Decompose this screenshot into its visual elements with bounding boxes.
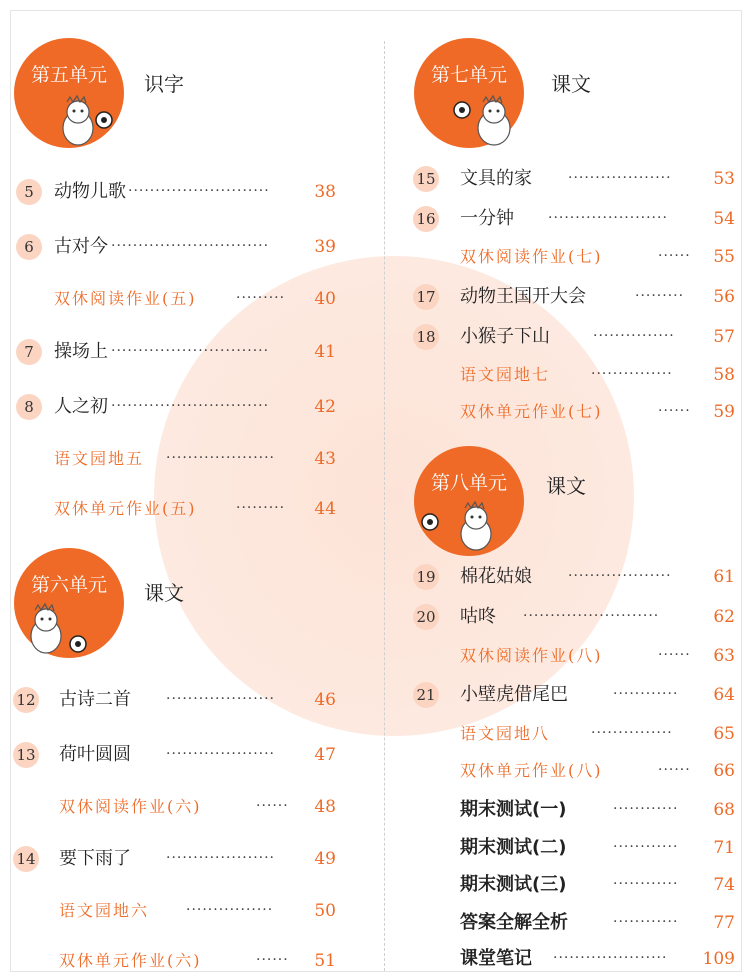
toc-entry[interactable]	[413, 322, 735, 352]
page-number: 77	[713, 913, 735, 933]
leader-dots: ·····························	[111, 343, 270, 359]
leader-dots: ······	[658, 647, 691, 663]
leader-dots: ······	[658, 403, 691, 419]
lesson-title: 古对今	[54, 236, 108, 257]
toc-entry[interactable]	[16, 896, 336, 926]
page-number: 55	[713, 247, 735, 267]
leader-dots: ···················	[568, 568, 672, 584]
leader-dots: ············	[613, 914, 679, 930]
lesson-title: 双休单元作业(六)	[59, 951, 202, 970]
lesson-title: 双休单元作业(五)	[54, 499, 197, 518]
lesson-title: 动物王国开大会	[460, 286, 586, 307]
unit-title-6: 第六单元	[30, 574, 107, 596]
leader-dots: ····················	[166, 746, 276, 762]
toc-entry[interactable]	[413, 870, 735, 900]
toc-entry[interactable]	[16, 685, 336, 715]
page-number: 48	[314, 797, 336, 817]
toc-entry[interactable]	[413, 360, 735, 390]
leader-dots: ······	[256, 798, 289, 814]
page-number: 44	[314, 499, 336, 519]
unit-badge-6	[14, 548, 124, 658]
toc-entry[interactable]	[16, 946, 336, 972]
lesson-number: 8	[16, 394, 42, 420]
toc-entry[interactable]	[413, 833, 735, 863]
toc-entry[interactable]	[413, 908, 735, 938]
leader-dots: ·····························	[111, 238, 270, 254]
lesson-title: 双休阅读作业(八)	[460, 646, 603, 665]
toc-entry[interactable]	[413, 602, 735, 632]
toc-entry[interactable]	[16, 177, 336, 207]
lesson-title: 课堂笔记	[460, 948, 532, 969]
lesson-number: 12	[13, 687, 39, 713]
lesson-title: 一分钟	[460, 208, 514, 229]
unit-subtitle-8: 课文	[546, 474, 586, 498]
leader-dots: ·········	[635, 288, 685, 304]
lesson-number: 5	[16, 179, 42, 205]
leader-dots: ···············	[591, 366, 673, 382]
leader-dots: ·········	[236, 290, 286, 306]
toc-entry[interactable]	[413, 680, 735, 710]
lesson-title: 动物儿歌	[54, 181, 126, 202]
lesson-title: 期末测试(二)	[460, 837, 567, 858]
unit-title-8: 第八单元	[430, 472, 507, 494]
page-number: 68	[713, 800, 735, 820]
page-number: 43	[314, 449, 336, 469]
toc-entry[interactable]	[413, 164, 735, 194]
page-number: 42	[314, 397, 336, 417]
page-number: 38	[314, 182, 336, 202]
unit-title-5: 第五单元	[30, 64, 107, 86]
lesson-number: 13	[13, 742, 39, 768]
page-number: 40	[314, 289, 336, 309]
lesson-title: 语文园地八	[460, 724, 551, 743]
lesson-title: 答案全解全析	[460, 912, 568, 933]
toc-entry[interactable]	[16, 494, 336, 524]
page-number: 56	[713, 287, 735, 307]
lesson-title: 期末测试(一)	[460, 799, 567, 820]
lesson-number: 21	[413, 682, 439, 708]
lesson-title: 双休阅读作业(六)	[59, 797, 202, 816]
lesson-number: 14	[13, 846, 39, 872]
unit-title-7: 第七单元	[430, 64, 507, 86]
mascot-icon	[52, 94, 122, 150]
unit-subtitle-5: 识字	[144, 72, 184, 96]
leader-dots: ············	[613, 876, 679, 892]
page-number: 71	[713, 838, 735, 858]
lesson-number: 20	[413, 604, 439, 630]
toc-entry[interactable]	[16, 792, 336, 822]
leader-dots: ······················	[548, 210, 668, 226]
unit-subtitle-7: 课文	[551, 72, 591, 96]
unit-badge-8	[414, 446, 524, 556]
page-number: 46	[314, 690, 336, 710]
toc-entry[interactable]	[16, 844, 336, 874]
page-number: 63	[713, 646, 735, 666]
leader-dots: ·····························	[111, 398, 270, 414]
lesson-number: 7	[16, 339, 42, 365]
lesson-title: 小猴子下山	[460, 326, 550, 347]
page-number: 50	[314, 901, 336, 921]
mascot-icon	[450, 92, 530, 152]
page-number: 65	[713, 724, 735, 744]
lesson-title: 双休阅读作业(七)	[460, 247, 603, 266]
page-number: 62	[713, 607, 735, 627]
page-number: 74	[713, 875, 735, 895]
lesson-title: 双休阅读作业(五)	[54, 289, 197, 308]
toc-entry[interactable]	[413, 562, 735, 592]
toc-entry[interactable]	[413, 719, 735, 749]
page-number: 53	[713, 169, 735, 189]
lesson-title: 语文园地六	[59, 901, 150, 920]
lesson-title: 人之初	[54, 396, 108, 417]
page-number: 54	[713, 209, 735, 229]
leader-dots: ····················	[166, 850, 276, 866]
lesson-title: 期末测试(三)	[460, 874, 567, 895]
page-number: 64	[713, 685, 735, 705]
column-divider	[384, 41, 385, 971]
leader-dots: ······	[256, 952, 289, 968]
lesson-number: 16	[413, 206, 439, 232]
lesson-title: 操场上	[54, 341, 108, 362]
toc-entry[interactable]	[413, 282, 735, 312]
leader-dots: ·········	[236, 500, 286, 516]
leader-dots: ······	[658, 762, 691, 778]
page-number: 39	[314, 237, 336, 257]
lesson-title: 荷叶圆圆	[59, 744, 131, 765]
toc-entry[interactable]	[16, 337, 336, 367]
lesson-title: 语文园地五	[54, 449, 145, 468]
toc-entry[interactable]	[16, 740, 336, 770]
lesson-title: 语文园地七	[460, 365, 551, 384]
toc-entry[interactable]	[413, 641, 735, 671]
page-number: 59	[713, 402, 735, 422]
toc-entry[interactable]	[16, 392, 336, 422]
leader-dots: ······	[658, 248, 691, 264]
unit-subtitle-6: 课文	[144, 581, 184, 605]
leader-dots: ···············	[591, 725, 673, 741]
toc-entry[interactable]	[413, 397, 735, 427]
lesson-title: 棉花姑娘	[460, 566, 532, 587]
leader-dots: ···················	[568, 170, 672, 186]
lesson-number: 17	[413, 284, 439, 310]
lesson-number: 19	[413, 564, 439, 590]
page-number: 66	[713, 761, 735, 781]
page-number: 58	[713, 365, 735, 385]
lesson-title: 双休单元作业(八)	[460, 761, 603, 780]
page-number: 61	[713, 567, 735, 587]
page-number: 109	[702, 949, 735, 969]
lesson-number: 6	[16, 234, 42, 260]
page-number: 47	[314, 745, 336, 765]
leader-dots: ············	[613, 801, 679, 817]
lesson-title: 咕咚	[460, 606, 496, 627]
leader-dots: ····················	[166, 691, 276, 707]
toc-entry[interactable]	[413, 242, 735, 272]
leader-dots: ·····················	[553, 950, 668, 966]
toc-entry[interactable]	[413, 795, 735, 825]
leader-dots: ···············	[593, 328, 675, 344]
leader-dots: ············	[613, 839, 679, 855]
toc-entry[interactable]	[16, 284, 336, 314]
page-number: 57	[713, 327, 735, 347]
leader-dots: ·························	[523, 608, 660, 624]
lesson-title: 小壁虎借尾巴	[460, 684, 568, 705]
lesson-title: 要下雨了	[59, 848, 131, 869]
page-number: 51	[314, 951, 336, 971]
toc-entry[interactable]	[413, 944, 735, 972]
unit-badge-5	[14, 38, 124, 148]
page-number: 49	[314, 849, 336, 869]
lesson-number: 15	[413, 166, 439, 192]
toc-entry[interactable]	[413, 204, 735, 234]
mascot-icon	[22, 602, 92, 658]
lesson-title: 文具的家	[460, 168, 532, 189]
leader-dots: ············	[613, 686, 679, 702]
unit-badge-7	[414, 38, 524, 148]
lesson-number: 18	[413, 324, 439, 350]
leader-dots: ··························	[128, 183, 270, 199]
leader-dots: ················	[186, 902, 274, 918]
leader-dots: ····················	[166, 450, 276, 466]
lesson-title: 古诗二首	[59, 689, 131, 710]
mascot-icon	[418, 498, 508, 554]
toc-entry[interactable]	[16, 232, 336, 262]
toc-entry[interactable]	[413, 756, 735, 786]
toc-entry[interactable]	[16, 444, 336, 474]
lesson-title: 双休单元作业(七)	[460, 402, 603, 421]
toc-page	[10, 10, 742, 972]
page-number: 41	[314, 342, 336, 362]
